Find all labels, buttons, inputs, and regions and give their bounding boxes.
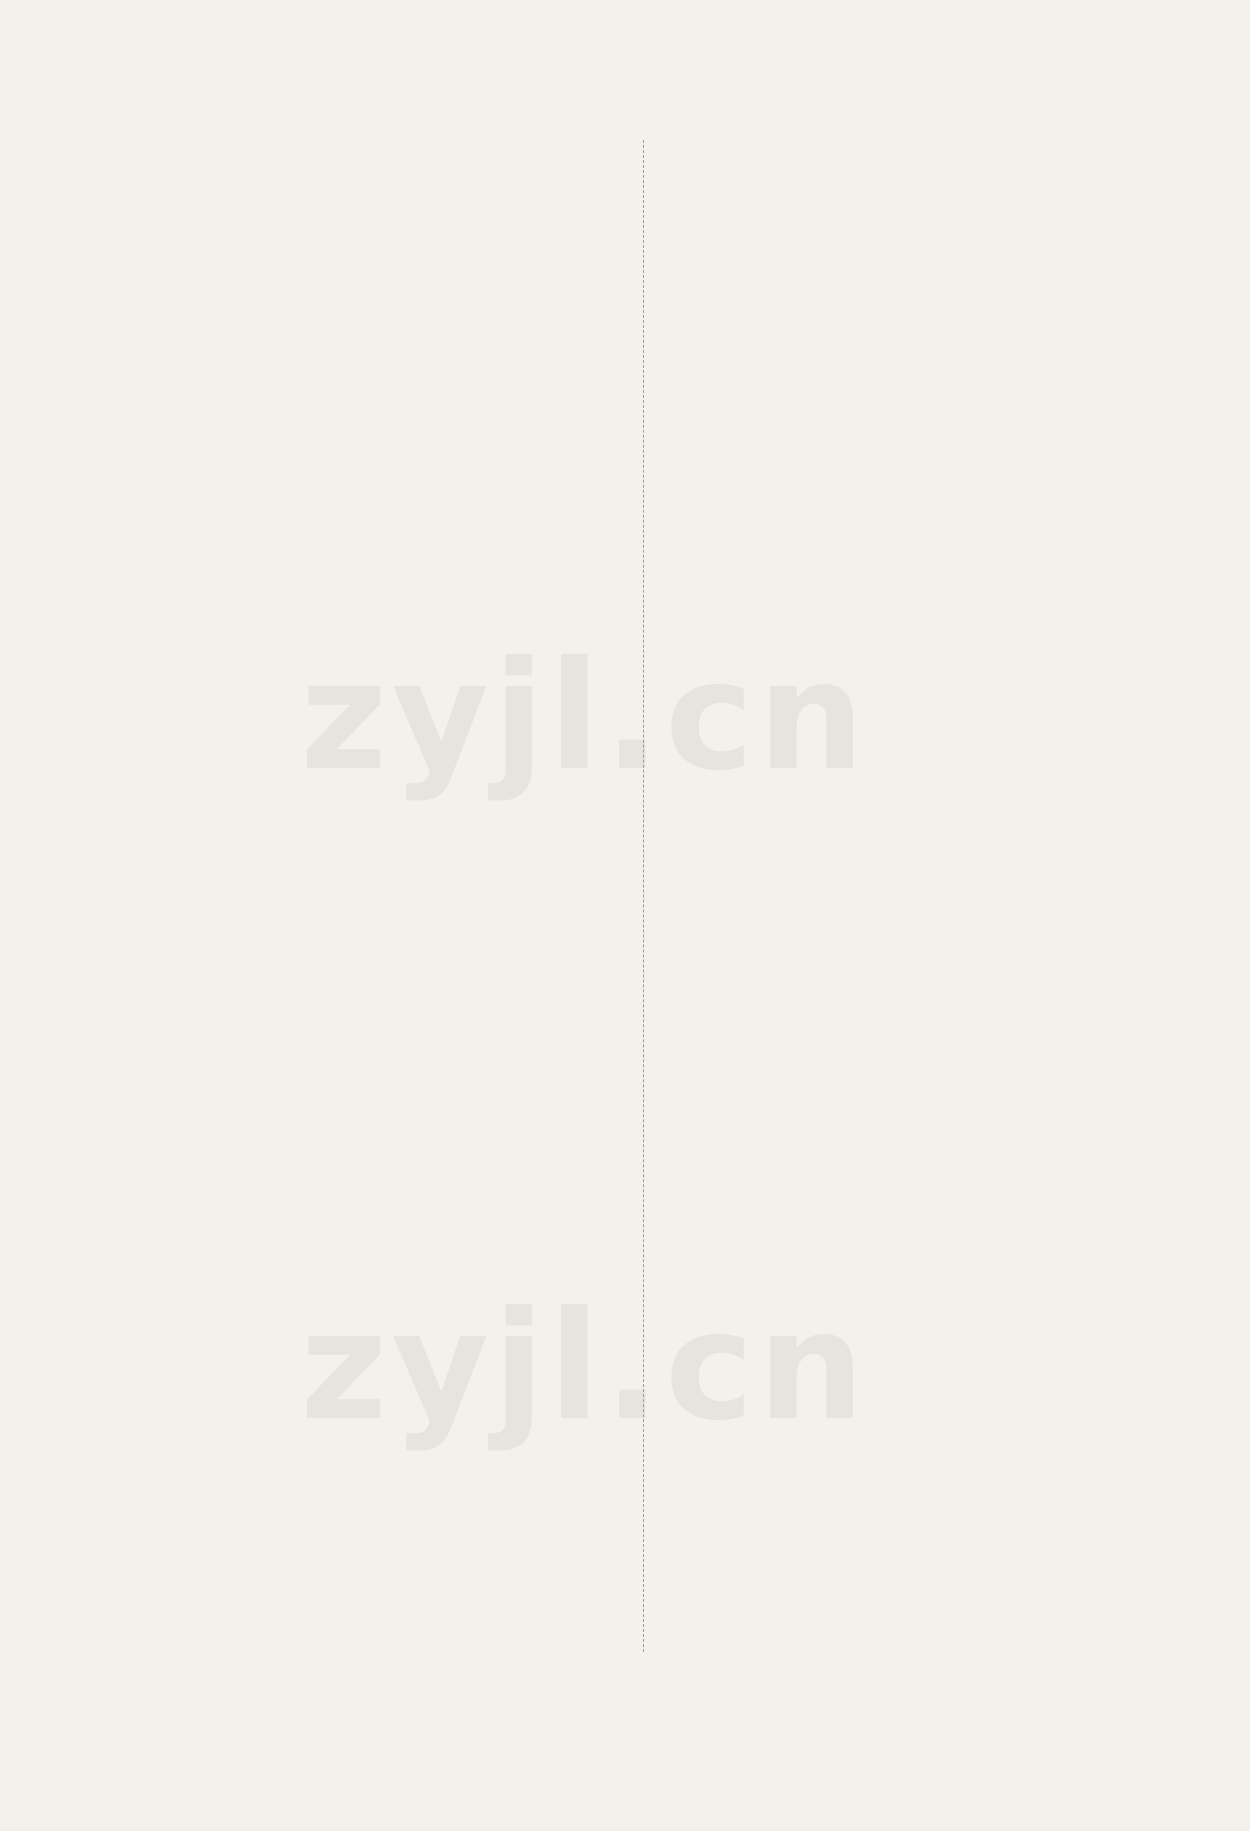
watermark-top: zyjl.cn xyxy=(300,630,869,804)
section-one-label xyxy=(93,206,623,250)
topic-title xyxy=(93,134,623,206)
column-divider xyxy=(643,140,644,1652)
watermark-bottom: zyjl.cn xyxy=(300,1280,869,1454)
left-column xyxy=(93,128,623,250)
section-two-label xyxy=(665,128,1188,172)
right-column xyxy=(665,128,1188,172)
